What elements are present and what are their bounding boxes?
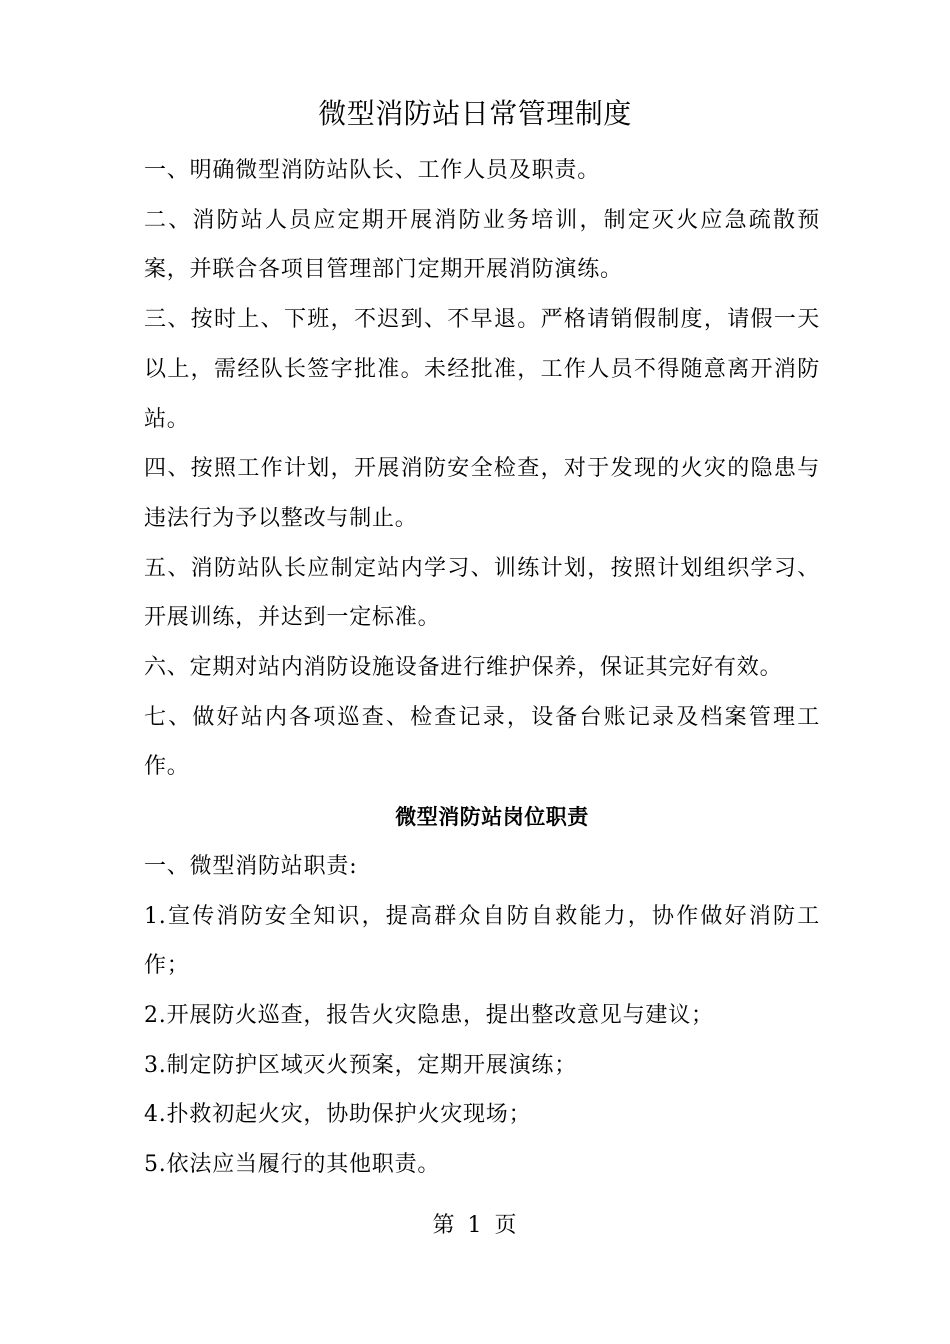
rule-1: 一、明确微型消防站队长、工作人员及职责。 <box>144 158 601 183</box>
duty-item-3: 3.制定防护区域灭火预案，定期开展演练； <box>144 1052 577 1078</box>
rule-2: 二、消防站人员应定期开展消防业务培训，制定灭火应急疏散预案，并联合各项目管理部门定期开展消防演练。 <box>144 207 820 283</box>
rule-7: 七、做好站内各项巡查、检查记录，设备台账记录及档案管理工作。 <box>144 704 820 780</box>
document-title: 微型消防站日常管理制度 <box>318 97 632 130</box>
rule-4: 四、按照工作计划，开展消防安全检查，对于发现的火灾的隐患与违法行为予以整改与制止。 <box>144 456 820 531</box>
footer-suffix: 页 <box>494 1213 518 1238</box>
rule-5: 五、消防站队长应制定站内学习、训练计划，按照计划组织学习、开展训练，并达到一定标准。 <box>144 555 820 631</box>
document-body <box>144 146 820 1190</box>
footer-prefix: 第 <box>432 1213 456 1238</box>
rule-6: 六、定期对站内消防设施设备进行维护保养，保证其完好有效。 <box>144 655 783 681</box>
duty-item-5: 5.依法应当履行的其他职责。 <box>144 1152 441 1178</box>
duty-item-4: 4.扑救初起火灾，协助保护火灾现场； <box>144 1102 532 1128</box>
duty-item-1: 1.宣传消防安全知识，提高群众自防自救能力，协作做好消防工作； <box>144 903 820 979</box>
rule-3: 三、按时上、下班，不迟到、不早退。严格请销假制度，请假一天以上，需经队长签字批准。未经批准，工作人员不得随意离开消防站。 <box>144 307 820 432</box>
duty-item-2: 2.开展防火巡查，报告火灾隐患，提出整改意见与建议； <box>144 1002 714 1028</box>
section-heading: 一、微型消防站职责: <box>144 853 358 879</box>
page-footer <box>0 1206 950 1246</box>
section-title: 微型消防站岗位职责 <box>395 804 589 830</box>
page-number: 1 <box>467 1213 483 1238</box>
